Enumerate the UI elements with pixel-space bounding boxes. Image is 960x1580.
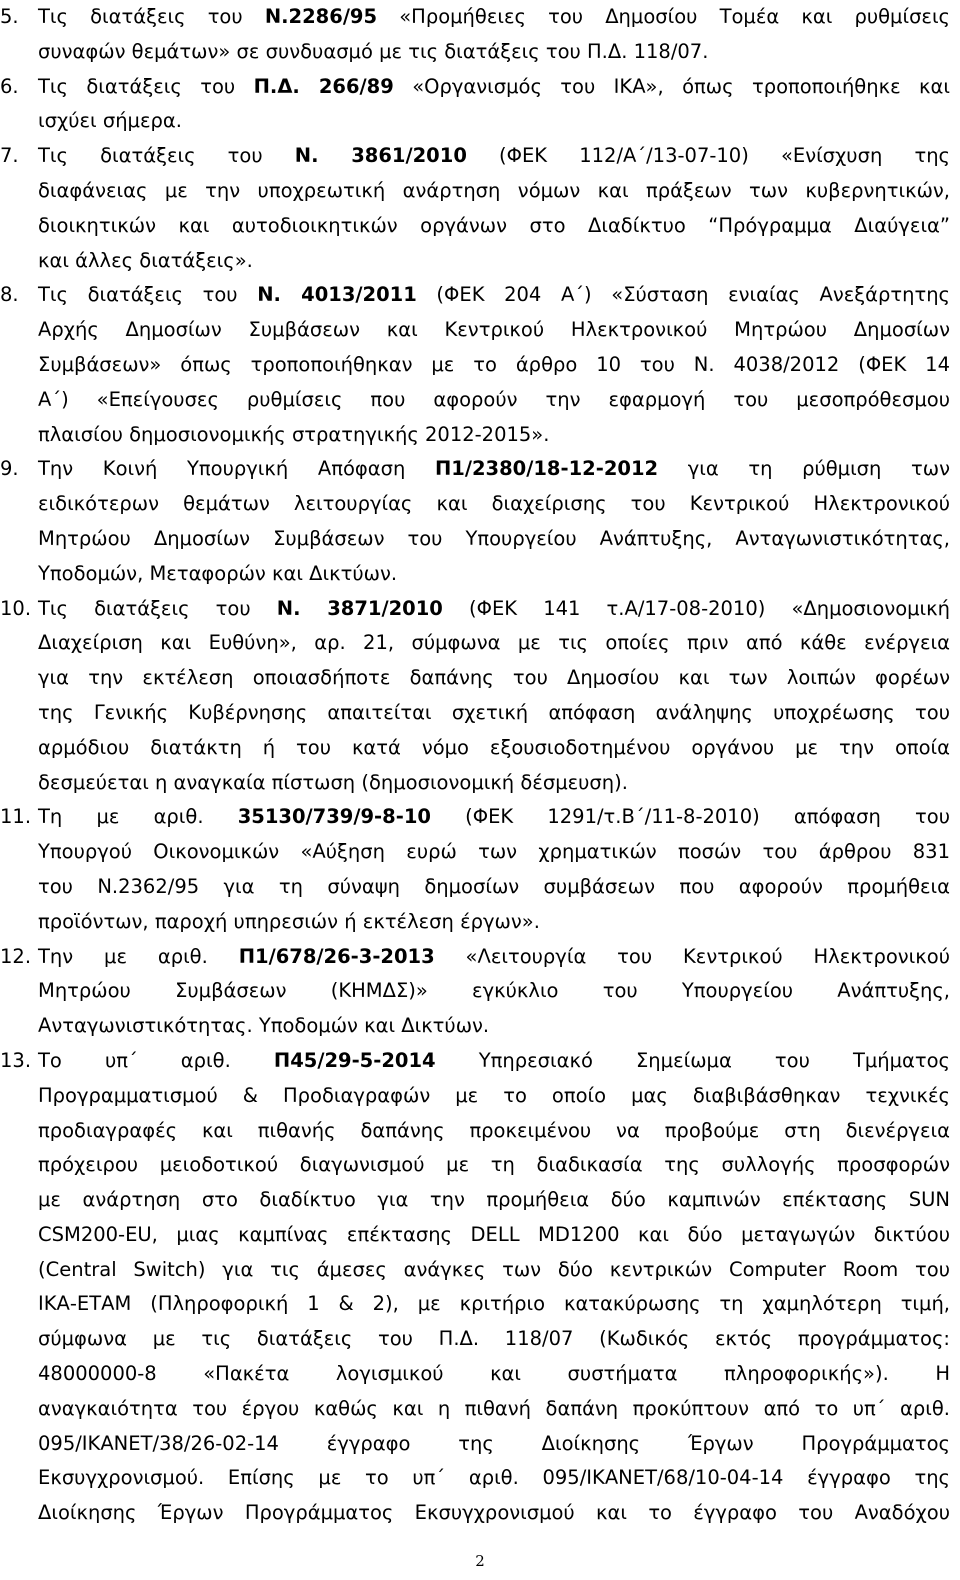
text-segment: Ανταγωνιστικότητας. Υποδομών και Δικτύων. xyxy=(38,1014,490,1038)
text-line xyxy=(38,278,950,313)
text-segment: Υποδομών, Μεταφορών και Δικτύων. xyxy=(38,561,398,585)
text-line xyxy=(38,70,950,105)
list-item xyxy=(0,0,960,70)
text-segment: δεσμεύεται η αναγκαία πίστωση (δημοσιονομική δέσμευση). xyxy=(38,770,628,794)
text-line xyxy=(38,104,950,139)
item-text xyxy=(38,139,950,278)
item-text xyxy=(38,278,950,452)
text-segment: πρόχειρου μειοδοτικού διαγωνισμού με τη διαδικασία της συλλογής προσφορών xyxy=(38,1153,950,1177)
item-number: 10. xyxy=(0,596,32,620)
text-segment: Συμβάσεων» όπως τροποποιήθηκαν με το άρθρο 10 του Ν. 4038/2012 (ΦΕΚ 14 xyxy=(38,352,950,376)
text-segment: για την εκτέλεση οποιασδήποτε δαπάνης του Δημοσίου και των λοιπών φορέων xyxy=(38,666,950,690)
reference-bold: Π1/678/26-3-2013 xyxy=(238,944,435,968)
text-segment: σύμφωνα με τις διατάξεις του Π.Δ. 118/07 (Κωδικός εκτός προγράμματος: xyxy=(38,1327,950,1351)
text-segment: αναγκαιότητα του έργου καθώς και η πιθανή δαπάνη προκύπτουν από το υπ΄ αριθ. xyxy=(38,1396,950,1420)
text-segment: Μητρώου Συμβάσεων (ΚΗΜΔΣ)» εγκύκλιο του Υπουργείου Ανάπτυξης, xyxy=(38,979,950,1003)
list-item xyxy=(0,278,960,452)
text-segment: προδιαγραφές και πιθανής δαπάνης προκειμένου να προβούμε στη διενέργεια xyxy=(38,1118,950,1142)
text-segment: διοικητικών και αυτοδιοικητικών οργάνων στο Διαδίκτυο “Πρόγραμμα Διαύγεια” xyxy=(38,213,950,237)
text-line xyxy=(38,592,950,627)
text-line xyxy=(38,1496,950,1531)
reference-bold: Ν. 3861/2010 xyxy=(294,144,467,168)
text-line xyxy=(38,1044,950,1079)
text-line xyxy=(38,313,950,348)
text-segment: Τις διατάξεις του xyxy=(38,144,295,168)
text-line xyxy=(38,870,950,905)
text-line xyxy=(38,1461,950,1496)
text-segment: και άλλες διατάξεις». xyxy=(38,248,253,272)
text-segment: (ΦΕΚ 204 Α΄) «Σύσταση ενιαίας Ανεξάρτητης xyxy=(416,283,951,307)
text-segment: Υπουργού Οικονομικών «Αύξηση ευρώ των χρηματικών ποσών του άρθρου 831 xyxy=(38,840,950,864)
list-item xyxy=(0,139,960,278)
item-text xyxy=(38,452,950,591)
text-segment: Εκσυγχρονισμού. Επίσης με το υπ΄ αριθ. 095/ΙΚΑΝΕΤ/68/10-04-14 έγγραφο της xyxy=(38,1466,950,1490)
text-line xyxy=(38,174,950,209)
text-segment: Α΄) «Επείγουσες ρυθμίσεις που αφορούν την εφαρμογή του μεσοπρόθεσμου xyxy=(38,387,950,411)
text-segment: Διοίκησης Έργων Προγράμματος Εκσυγχρονισμού και το έγγραφο του Αναδόχου xyxy=(38,1501,950,1525)
list-item xyxy=(0,1044,960,1531)
text-segment: (ΦΕΚ 1291/τ.Β΄/11-8-2010) απόφαση του xyxy=(430,805,950,829)
reference-bold: Ν.2286/95 xyxy=(264,5,378,28)
text-line xyxy=(38,974,950,1009)
text-segment: Προγραμματισμού & Προδιαγραφών με το οποίο μας διαβιβάσθηκαν τεχνικές xyxy=(38,1083,950,1107)
text-segment: Την Κοινή Υπουργική Απόφαση xyxy=(38,457,435,481)
text-segment: Αρχής Δημοσίων Συμβάσεων και Κεντρικού Ηλεκτρονικού Μητρώου Δημοσίων xyxy=(38,318,950,342)
text-segment: συναφών θεμάτων» σε συνδυασμό με τις διατάξεις του Π.Δ. 118/07. xyxy=(38,39,709,63)
text-segment: Τις διατάξεις του xyxy=(38,596,277,620)
text-line xyxy=(38,1357,950,1392)
text-line xyxy=(38,696,950,731)
item-text xyxy=(38,1044,950,1531)
text-line xyxy=(38,940,950,975)
text-segment: ειδικότερων θεμάτων λειτουργίας και διαχείρισης του Κεντρικού Ηλεκτρονικού xyxy=(38,492,950,516)
text-line xyxy=(38,1218,950,1253)
text-line xyxy=(38,800,950,835)
text-segment: Μητρώου Δημοσίων Συμβάσεων του Υπουργείου Ανάπτυξης, Ανταγωνιστικότητας, xyxy=(38,526,950,550)
text-line xyxy=(38,557,950,592)
text-segment: προϊόντων, παροχή υπηρεσιών ή εκτέλεση έργων». xyxy=(38,909,540,933)
text-segment: 48000000-8 «Πακέτα λογισμικού και συστήματα πληροφορικής»). Η xyxy=(38,1362,950,1386)
text-segment: «Λειτουργία του Κεντρικού Ηλεκτρονικού xyxy=(434,944,950,968)
reference-bold: 35130/739/9-8-10 xyxy=(237,805,431,829)
list-item xyxy=(0,452,960,591)
text-line xyxy=(38,1253,950,1288)
text-line xyxy=(38,1322,950,1357)
text-segment: (ΦΕΚ 112/Α΄/13-07-10) «Ενίσχυση της xyxy=(466,144,950,168)
text-line xyxy=(38,731,950,766)
text-segment: 095/ΙΚΑΝΕΤ/38/26-02-14 έγγραφο της Διοίκησης Έργων Προγράμματος xyxy=(38,1431,950,1455)
text-segment: για τη ρύθμιση των xyxy=(658,457,950,481)
text-segment: ισχύει σήμερα. xyxy=(38,109,182,133)
text-segment: Διαχείριση και Ευθύνη», αρ. 21, σύμφωνα με τις οποίες πριν από κάθε ενέργεια xyxy=(38,631,950,655)
text-segment: διαφάνειας με την υποχρεωτική ανάρτηση νόμων και πράξεων των κυβερνητικών, xyxy=(38,178,950,202)
item-number: 5. xyxy=(0,5,19,28)
text-segment: «Οργανισμός του ΙΚΑ», όπως τροποποιήθηκε και xyxy=(393,74,950,98)
text-line xyxy=(38,348,950,383)
item-number: 6. xyxy=(0,74,19,98)
list-item xyxy=(0,592,960,801)
text-line xyxy=(38,522,950,557)
text-line xyxy=(38,139,950,174)
reference-bold: Π1/2380/18-12-2012 xyxy=(434,457,659,481)
text-segment: Τις διατάξεις του xyxy=(38,74,254,98)
reference-bold: Ν. 4013/2011 xyxy=(257,283,417,307)
text-line xyxy=(38,1079,950,1114)
list-item xyxy=(0,800,960,939)
text-segment: Το υπ΄ αριθ. xyxy=(38,1048,274,1072)
text-line xyxy=(38,1148,950,1183)
text-line xyxy=(38,835,950,870)
text-segment: Τις διατάξεις του xyxy=(38,283,258,307)
reference-bold: Π.Δ. 266/89 xyxy=(253,74,394,98)
page-number: 2 xyxy=(475,1552,485,1570)
reference-bold: Ν. 3871/2010 xyxy=(276,596,443,620)
reference-bold: Π45/29-5-2014 xyxy=(273,1048,436,1072)
text-segment: του Ν.2362/95 για τη σύναψη δημοσίων συμβάσεων που αφορούν προμήθεια xyxy=(38,874,950,898)
text-segment: (ΦΕΚ 141 τ.Α/17-08-2010) «Δημοσιονομική xyxy=(442,596,951,620)
list-item xyxy=(0,940,960,1044)
text-line xyxy=(38,766,950,801)
text-line xyxy=(38,383,950,418)
item-number: 7. xyxy=(0,144,19,168)
text-segment: (Central Switch) για τις άμεσες ανάγκες των δύο κεντρικών Computer Room του xyxy=(38,1257,950,1281)
text-segment: CSM200-EU, μιας καμπίνας επέκτασης DELL MD1200 και δύο μεταγωγών δικτύου xyxy=(38,1222,950,1246)
text-line xyxy=(38,905,950,940)
item-number: 12. xyxy=(0,944,32,968)
text-segment: αρμόδιου διατάκτη ή του κατά νόμο εξουσιοδοτημένου οργάνου με την οποία xyxy=(38,735,950,759)
text-segment: πλαισίου δημοσιονομικής στρατηγικής 2012-2015». xyxy=(38,422,550,446)
item-number: 11. xyxy=(0,805,32,829)
text-segment: Υπηρεσιακό Σημείωμα του Τμήματος xyxy=(435,1048,951,1072)
text-line xyxy=(38,209,950,244)
text-segment: της Γενικής Κυβέρνησης απαιτείται σχετική απόφαση ανάληψης υποχρέωσης του xyxy=(38,700,950,724)
text-line xyxy=(38,1287,950,1322)
list-item xyxy=(0,70,960,140)
text-line xyxy=(38,1427,950,1462)
text-segment: με ανάρτηση στο διαδίκτυο για την προμήθεια δύο καμπινών επέκτασης SUN xyxy=(38,1188,950,1212)
text-line xyxy=(38,626,950,661)
text-line xyxy=(38,487,950,522)
item-text xyxy=(38,940,950,1044)
text-line xyxy=(38,244,950,279)
text-line xyxy=(38,1009,950,1044)
text-line xyxy=(38,0,950,35)
text-segment: «Προμήθειες του Δημοσίου Τομέα και ρυθμίσεις xyxy=(377,5,951,28)
text-line xyxy=(38,35,950,70)
text-segment: Τη με αριθ. xyxy=(38,805,238,829)
text-segment: ΙΚΑ-ΕΤΑΜ (Πληροφορική 1 & 2), με κριτήριο κατακύρωσης τη χαμηλότερη τιμή, xyxy=(38,1292,950,1316)
item-number: 8. xyxy=(0,283,19,307)
text-segment: Τις διατάξεις του xyxy=(38,5,265,28)
item-text xyxy=(38,0,950,70)
item-text xyxy=(38,70,950,140)
item-text xyxy=(38,800,950,939)
item-number: 9. xyxy=(0,457,19,481)
text-segment: Την με αριθ. xyxy=(38,944,239,968)
text-line xyxy=(38,1114,950,1149)
text-line xyxy=(38,1183,950,1218)
item-number: 13. xyxy=(0,1048,32,1072)
text-line xyxy=(38,1392,950,1427)
text-line xyxy=(38,418,950,453)
text-line xyxy=(38,661,950,696)
item-text xyxy=(38,592,950,801)
text-line xyxy=(38,452,950,487)
